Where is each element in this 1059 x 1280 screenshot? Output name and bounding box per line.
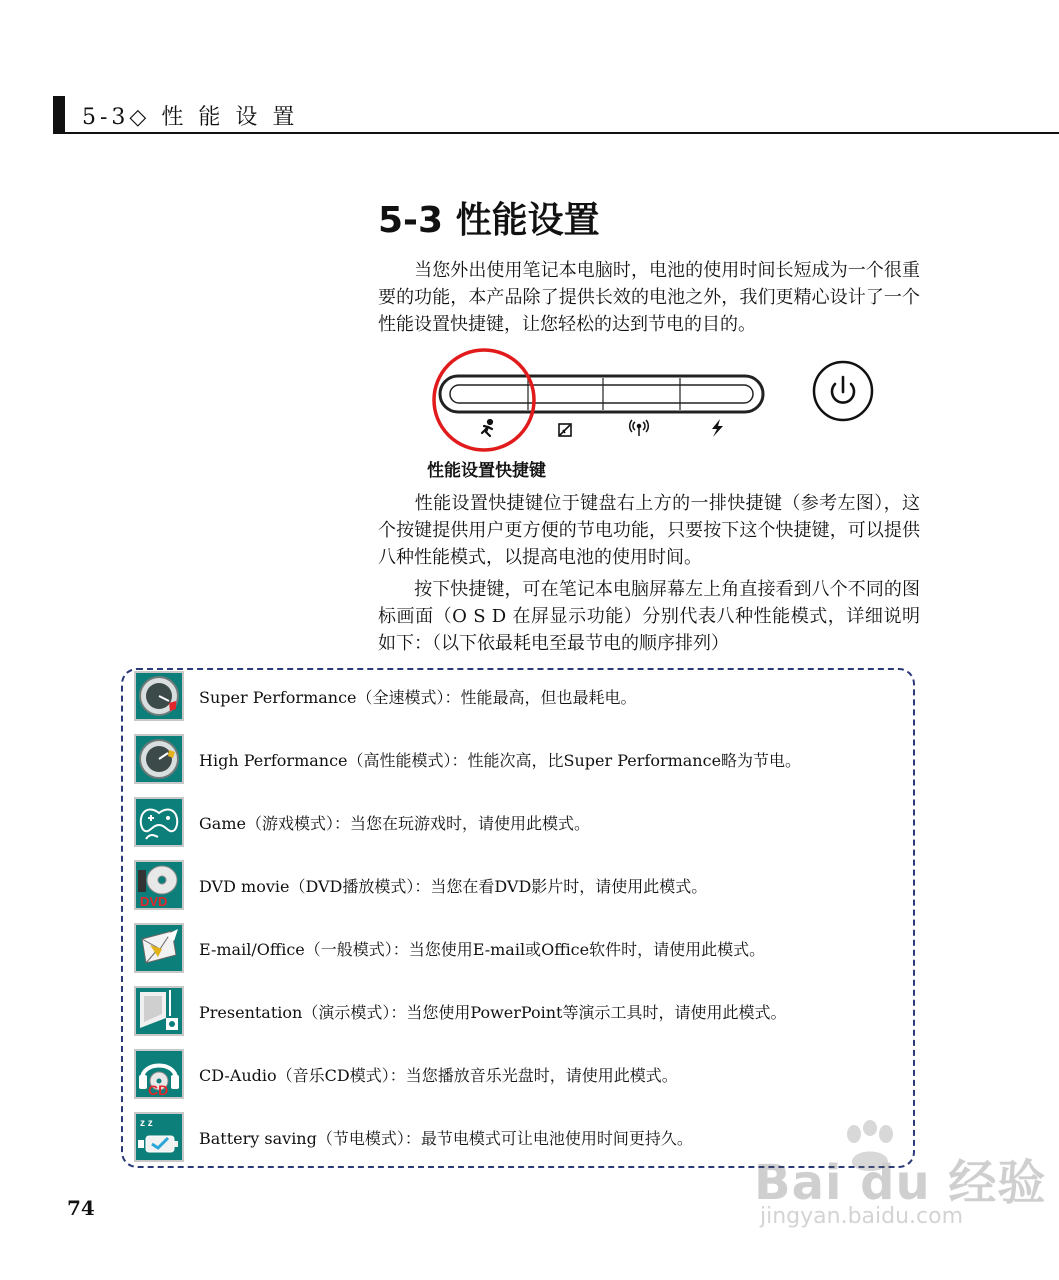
- mode-row-battery-saving: [134, 1111, 693, 1163]
- mode-text: Super Performance（全速模式）：性能最高，但也最耗电。: [199, 687, 637, 707]
- hotkey-figure: [430, 348, 880, 453]
- power-icon: [814, 362, 872, 420]
- dvd-disc-icon: [134, 860, 184, 910]
- mode-text: DVD movie（DVD播放模式）：当您在看DVD影片时，请使用此模式。: [199, 876, 708, 896]
- checkbox-icon: [559, 424, 571, 436]
- page-title: 5-3 性能设置: [378, 200, 600, 241]
- hotkey-paragraph: 性能设置快捷键位于键盘右上方的一排快捷键（参考左图），这个按键提供用户更方便的节电功能，只要按下这个快捷键，可以提供八种性能模式，以提高电池的使用时间。: [378, 493, 920, 568]
- wireless-icon: [630, 420, 649, 436]
- mode-text: Game（游戏模式）：当您在玩游戏时，请使用此模式。: [199, 813, 590, 833]
- watermark-main: Bai du 经验: [754, 1155, 1047, 1211]
- envelope-icon: [134, 923, 184, 973]
- highlight-circle: [434, 350, 534, 450]
- mode-text: Presentation（演示模式）：当您使用PowerPoint等演示工具时，请使用此模式。: [199, 1002, 787, 1022]
- speedometer-red-icon: [134, 671, 184, 721]
- sleep-label: z z: [140, 1118, 153, 1129]
- battery-sleep-icon: [134, 1112, 184, 1162]
- running-person-icon: [482, 420, 492, 436]
- watermark-url: jingyan.baidu.com: [760, 1204, 964, 1229]
- lightning-icon: [712, 419, 723, 437]
- mode-row-dvd-movie: [134, 859, 707, 911]
- baidu-watermark: [750, 1120, 1047, 1240]
- hotkey-caption: 性能设置快捷键: [427, 461, 546, 481]
- intro-paragraph: 当您外出使用笔记本电脑时，电池的使用时间长短成为一个很重要的功能，本产品除了提供长效的电池之外，我们更精心设计了一个性能设置快捷键，让您轻松的达到节电的目的。: [378, 260, 920, 335]
- mode-text: High Performance（高性能模式）：性能次高，比Super Performance略为节电。: [199, 750, 802, 770]
- headphones-cd-icon: [134, 1049, 184, 1099]
- hotkey-strip: [440, 376, 763, 412]
- mode-row-email-office: [134, 922, 765, 974]
- cd-label: CD: [148, 1082, 169, 1097]
- gamepad-icon: [134, 797, 184, 847]
- osd-paragraph: 按下快捷键，可在笔记本电脑屏幕左上角直接看到八个不同的图标画面（O S D 在屏显示功能）分别代表八种性能模式，详细说明如下：（以下依最耗电至最节电的顺序排列）: [378, 579, 920, 654]
- header-bar: [53, 96, 65, 134]
- presentation-icon: [134, 986, 184, 1036]
- hotkey-strip-inner: [450, 385, 753, 403]
- header-divider: [53, 132, 1059, 134]
- mode-text: E-mail/Office（一般模式）：当您使用E-mail或Office软件时，请使用此模式。: [199, 939, 766, 959]
- mode-row-presentation: [134, 985, 787, 1037]
- mode-row-game: [134, 796, 590, 848]
- header-section-label: 5-3◇ 性 能 设 置: [82, 105, 299, 130]
- dvd-label: DVD: [140, 894, 168, 908]
- mode-text: CD-Audio（音乐CD模式）：当您播放音乐光盘时，请使用此模式。: [199, 1065, 678, 1085]
- speedometer-yellow-icon: [134, 734, 184, 784]
- mode-row-cd-audio: [134, 1048, 678, 1100]
- mode-text: Battery saving（节电模式）：最节电模式可让电池使用时间更持久。: [199, 1128, 693, 1148]
- mode-row-super-performance: [134, 670, 637, 722]
- mode-row-high-performance: [134, 733, 801, 785]
- page-number: 74: [67, 1196, 95, 1220]
